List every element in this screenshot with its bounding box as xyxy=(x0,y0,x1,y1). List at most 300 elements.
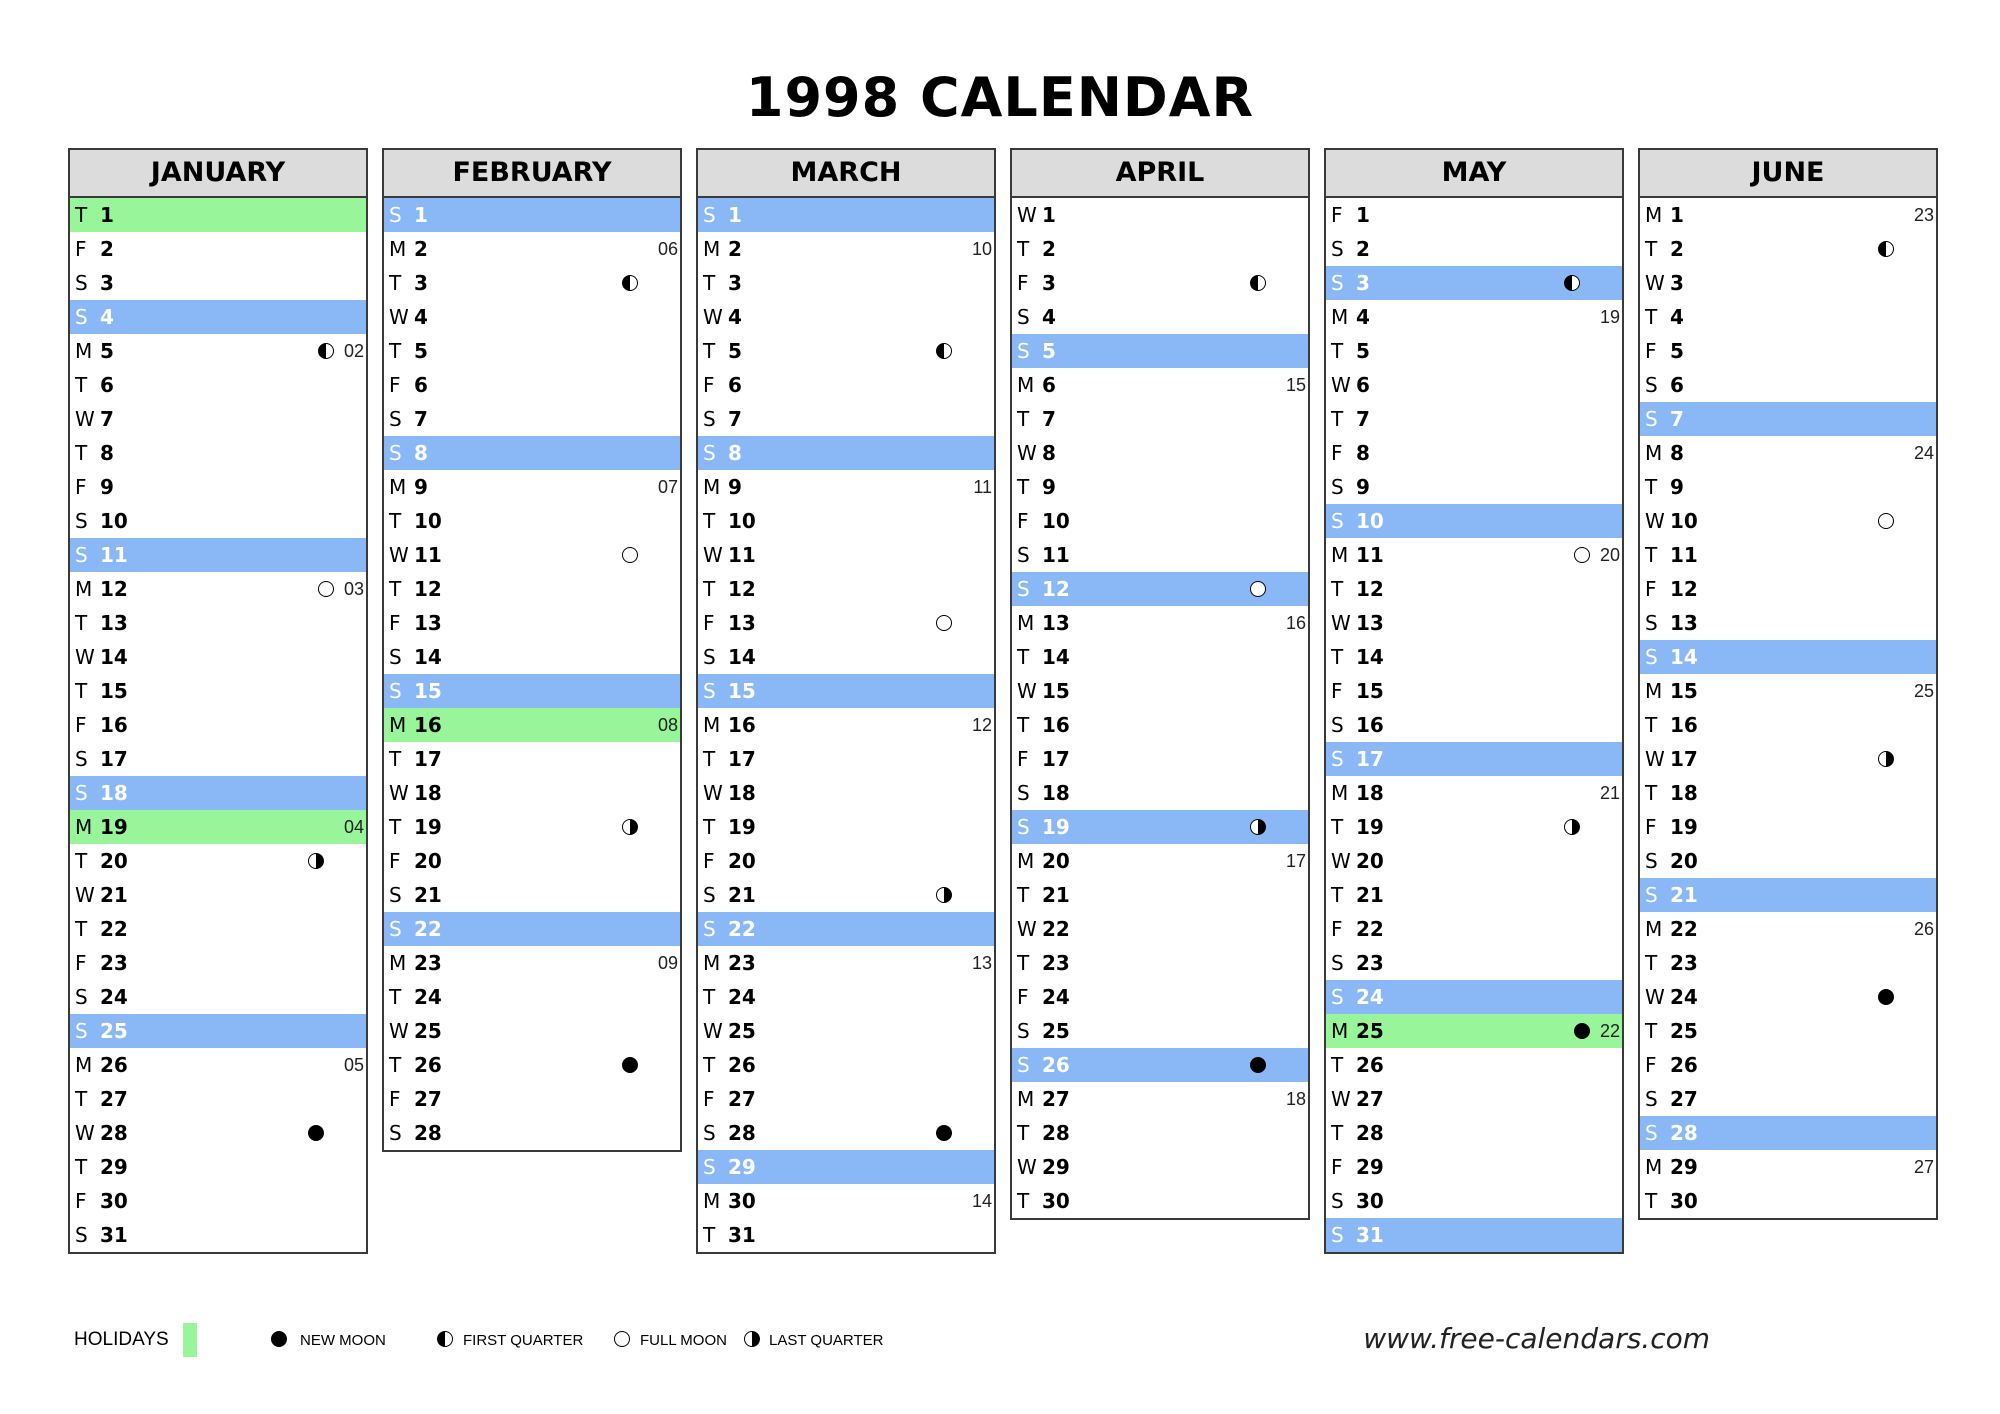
day-of-week: S xyxy=(1331,747,1344,771)
day-number: 7 xyxy=(1042,407,1056,431)
day-number: 21 xyxy=(1356,883,1384,907)
day-of-week: S xyxy=(1017,1053,1030,1077)
day-number: 14 xyxy=(1042,645,1070,669)
day-number: 21 xyxy=(1670,883,1698,907)
day-number: 31 xyxy=(728,1223,756,1247)
day-row xyxy=(70,402,366,436)
day-number: 14 xyxy=(414,645,442,669)
day-row xyxy=(1640,980,1936,1014)
day-of-week: S xyxy=(389,203,402,227)
day-of-week: F xyxy=(703,373,715,397)
day-number: 25 xyxy=(1356,1019,1384,1043)
day-number: 10 xyxy=(414,509,442,533)
day-number: 17 xyxy=(728,747,756,771)
day-row xyxy=(1326,334,1622,368)
full-moon-icon xyxy=(1574,547,1590,563)
day-row xyxy=(1326,844,1622,878)
day-of-week: M xyxy=(1017,373,1035,397)
day-of-week: S xyxy=(1645,883,1658,907)
day-number: 1 xyxy=(1670,203,1684,227)
day-number: 7 xyxy=(100,407,114,431)
new-moon-icon xyxy=(1878,989,1894,1005)
day-row xyxy=(384,810,680,844)
day-number: 24 xyxy=(1356,985,1384,1009)
day-row xyxy=(1326,912,1622,946)
day-number: 27 xyxy=(1042,1087,1070,1111)
day-of-week: M xyxy=(75,339,93,363)
day-number: 11 xyxy=(1356,543,1384,567)
day-number: 26 xyxy=(1356,1053,1384,1077)
day-row xyxy=(1326,1184,1622,1218)
day-row xyxy=(1640,334,1936,368)
day-number: 20 xyxy=(100,849,128,873)
legend-first-quarter-label: FIRST QUARTER xyxy=(463,1332,584,1349)
day-row xyxy=(70,334,366,368)
day-number: 10 xyxy=(1042,509,1070,533)
day-number: 23 xyxy=(1042,951,1070,975)
day-number: 9 xyxy=(414,475,428,499)
day-number: 12 xyxy=(1670,577,1698,601)
day-row xyxy=(698,674,994,708)
day-row xyxy=(1640,1014,1936,1048)
day-number: 9 xyxy=(100,475,114,499)
day-row xyxy=(384,232,680,266)
day-number: 28 xyxy=(100,1121,128,1145)
day-number: 19 xyxy=(1356,815,1384,839)
day-of-week: F xyxy=(1331,1155,1343,1179)
day-number: 6 xyxy=(1670,373,1684,397)
day-row xyxy=(1012,538,1308,572)
day-number: 5 xyxy=(414,339,428,363)
day-of-week: M xyxy=(389,475,407,499)
day-number: 14 xyxy=(1356,645,1384,669)
day-of-week: M xyxy=(703,237,721,261)
day-row xyxy=(698,1082,994,1116)
day-row xyxy=(1012,1048,1308,1082)
legend-last-quarter-label: LAST QUARTER xyxy=(769,1332,884,1349)
day-number: 12 xyxy=(100,577,128,601)
day-of-week: F xyxy=(389,1087,401,1111)
day-number: 14 xyxy=(100,645,128,669)
day-of-week: M xyxy=(389,237,407,261)
day-row xyxy=(698,1014,994,1048)
first-quarter-icon xyxy=(936,343,952,359)
week-number: 11 xyxy=(973,477,992,497)
day-row xyxy=(1640,674,1936,708)
day-row xyxy=(70,1014,366,1048)
day-number: 11 xyxy=(414,543,442,567)
day-number: 11 xyxy=(1670,543,1698,567)
day-of-week: F xyxy=(703,1087,715,1111)
day-number: 22 xyxy=(728,917,756,941)
day-of-week: W xyxy=(703,543,723,567)
day-row xyxy=(384,572,680,606)
day-row xyxy=(1326,742,1622,776)
day-row xyxy=(1640,742,1936,776)
day-number: 19 xyxy=(414,815,442,839)
week-number: 06 xyxy=(657,239,678,259)
day-row xyxy=(698,980,994,1014)
day-row xyxy=(698,300,994,334)
day-of-week: T xyxy=(1645,475,1658,499)
day-row xyxy=(698,878,994,912)
week-number: 03 xyxy=(343,579,364,599)
day-row xyxy=(1640,878,1936,912)
day-of-week: T xyxy=(1331,815,1344,839)
day-row xyxy=(698,232,994,266)
day-of-week: F xyxy=(1645,339,1657,363)
day-of-week: S xyxy=(703,679,716,703)
week-number: 20 xyxy=(1599,545,1620,565)
day-of-week: S xyxy=(1645,407,1658,431)
day-number: 31 xyxy=(1356,1223,1384,1247)
day-of-week: M xyxy=(703,951,721,975)
day-row xyxy=(1326,1116,1622,1150)
week-number: 19 xyxy=(1599,307,1620,327)
day-of-week: S xyxy=(1017,543,1030,567)
day-of-week: S xyxy=(1017,815,1030,839)
day-of-week: T xyxy=(1331,1053,1344,1077)
day-number: 2 xyxy=(414,237,428,261)
day-number: 15 xyxy=(1042,679,1070,703)
day-row xyxy=(384,1014,680,1048)
last-quarter-icon xyxy=(622,819,638,835)
day-of-week: S xyxy=(703,1155,716,1179)
day-of-week: T xyxy=(75,1087,88,1111)
day-row xyxy=(1326,1048,1622,1082)
day-number: 24 xyxy=(100,985,128,1009)
day-of-week: S xyxy=(703,407,716,431)
day-of-week: W xyxy=(75,645,95,669)
day-number: 24 xyxy=(1670,985,1698,1009)
day-of-week: W xyxy=(1017,1155,1037,1179)
day-number: 17 xyxy=(1670,747,1698,771)
day-row xyxy=(384,266,680,300)
day-number: 21 xyxy=(414,883,442,907)
week-number: 13 xyxy=(971,953,992,973)
day-row xyxy=(384,504,680,538)
day-number: 20 xyxy=(728,849,756,873)
day-of-week: T xyxy=(1017,475,1030,499)
day-row xyxy=(1640,1048,1936,1082)
day-row xyxy=(70,1218,366,1252)
day-row xyxy=(1326,266,1622,300)
day-of-week: S xyxy=(1331,237,1344,261)
day-row xyxy=(1326,198,1622,232)
day-of-week: F xyxy=(75,951,87,975)
day-row xyxy=(698,606,994,640)
day-of-week: F xyxy=(1331,441,1343,465)
day-row xyxy=(1640,504,1936,538)
day-number: 6 xyxy=(100,373,114,397)
day-number: 2 xyxy=(728,237,742,261)
day-number: 28 xyxy=(1042,1121,1070,1145)
full-moon-icon xyxy=(318,581,334,597)
day-of-week: F xyxy=(1331,203,1343,227)
day-row xyxy=(1326,300,1622,334)
day-number: 28 xyxy=(728,1121,756,1145)
day-row xyxy=(1640,1150,1936,1184)
day-number: 23 xyxy=(1356,951,1384,975)
day-row xyxy=(1012,946,1308,980)
day-row xyxy=(1326,946,1622,980)
day-number: 16 xyxy=(414,713,442,737)
day-number: 18 xyxy=(100,781,128,805)
day-number: 8 xyxy=(100,441,114,465)
day-number: 9 xyxy=(1670,475,1684,499)
full-moon-icon xyxy=(614,1331,630,1347)
day-of-week: T xyxy=(75,917,88,941)
day-of-week: T xyxy=(703,985,716,1009)
day-number: 14 xyxy=(1670,645,1698,669)
day-row xyxy=(1640,402,1936,436)
day-of-week: S xyxy=(389,441,402,465)
day-row xyxy=(698,402,994,436)
day-number: 5 xyxy=(728,339,742,363)
day-number: 28 xyxy=(1670,1121,1698,1145)
day-of-week: S xyxy=(75,509,88,533)
day-of-week: F xyxy=(1331,917,1343,941)
day-number: 14 xyxy=(728,645,756,669)
day-number: 1 xyxy=(100,203,114,227)
day-of-week: W xyxy=(1017,679,1037,703)
day-of-week: S xyxy=(1331,475,1344,499)
day-number: 19 xyxy=(1670,815,1698,839)
week-number: 09 xyxy=(657,953,678,973)
day-of-week: M xyxy=(1645,203,1663,227)
day-number: 22 xyxy=(100,917,128,941)
day-row xyxy=(698,198,994,232)
day-number: 13 xyxy=(1042,611,1070,635)
day-row xyxy=(698,946,994,980)
day-of-week: W xyxy=(1017,917,1037,941)
day-number: 27 xyxy=(100,1087,128,1111)
day-number: 17 xyxy=(1042,747,1070,771)
day-of-week: S xyxy=(1017,305,1030,329)
legend-holidays-label: HOLIDAYS xyxy=(74,1329,169,1350)
day-of-week: F xyxy=(1645,577,1657,601)
day-row xyxy=(70,776,366,810)
day-number: 8 xyxy=(1670,441,1684,465)
day-of-week: T xyxy=(703,815,716,839)
day-of-week: S xyxy=(1017,577,1030,601)
day-row xyxy=(1012,742,1308,776)
month-april xyxy=(1010,148,1310,1220)
day-of-week: T xyxy=(703,747,716,771)
day-row xyxy=(1640,470,1936,504)
day-number: 2 xyxy=(1042,237,1056,261)
week-number: 05 xyxy=(343,1055,364,1075)
day-row xyxy=(698,810,994,844)
day-number: 3 xyxy=(728,271,742,295)
day-row xyxy=(1640,368,1936,402)
day-row xyxy=(1640,300,1936,334)
day-of-week: W xyxy=(1645,271,1665,295)
day-of-week: M xyxy=(703,1189,721,1213)
day-number: 4 xyxy=(1356,305,1370,329)
day-number: 13 xyxy=(414,611,442,635)
day-of-week: M xyxy=(1645,679,1663,703)
day-number: 6 xyxy=(414,373,428,397)
day-of-week: T xyxy=(1331,645,1344,669)
day-of-week: M xyxy=(1645,1155,1663,1179)
day-number: 20 xyxy=(1042,849,1070,873)
day-row xyxy=(384,436,680,470)
day-number: 13 xyxy=(100,611,128,635)
day-row xyxy=(1012,1082,1308,1116)
day-row xyxy=(1640,640,1936,674)
week-number: 15 xyxy=(1285,375,1306,395)
day-row xyxy=(1326,674,1622,708)
week-number: 26 xyxy=(1913,919,1934,939)
day-of-week: T xyxy=(389,747,402,771)
week-number: 12 xyxy=(971,715,992,735)
week-number: 10 xyxy=(971,239,992,259)
week-number: 08 xyxy=(657,715,678,735)
day-of-week: W xyxy=(389,543,409,567)
day-number: 20 xyxy=(1356,849,1384,873)
new-moon-icon xyxy=(936,1125,952,1141)
day-number: 21 xyxy=(728,883,756,907)
first-quarter-icon xyxy=(318,343,334,359)
day-of-week: T xyxy=(75,373,88,397)
day-of-week: T xyxy=(1645,781,1658,805)
day-of-week: F xyxy=(389,373,401,397)
day-row xyxy=(698,436,994,470)
day-row xyxy=(698,572,994,606)
day-row xyxy=(384,674,680,708)
day-number: 22 xyxy=(1356,917,1384,941)
day-of-week: W xyxy=(703,305,723,329)
holiday-swatch xyxy=(183,1323,197,1357)
day-row xyxy=(1640,572,1936,606)
day-of-week: W xyxy=(1331,849,1351,873)
day-number: 15 xyxy=(100,679,128,703)
day-row xyxy=(698,708,994,742)
website-link[interactable]: www.free-calendars.com xyxy=(1363,1322,1710,1355)
day-row xyxy=(1012,810,1308,844)
day-row xyxy=(70,368,366,402)
week-number: 16 xyxy=(1285,613,1306,633)
day-row xyxy=(1012,266,1308,300)
day-number: 4 xyxy=(414,305,428,329)
day-row xyxy=(698,1048,994,1082)
day-of-week: T xyxy=(389,509,402,533)
day-of-week: F xyxy=(389,611,401,635)
day-row xyxy=(70,878,366,912)
day-row xyxy=(1012,232,1308,266)
week-number: 17 xyxy=(1285,851,1306,871)
day-number: 3 xyxy=(100,271,114,295)
day-row xyxy=(1326,1218,1622,1252)
day-of-week: W xyxy=(389,305,409,329)
day-number: 12 xyxy=(414,577,442,601)
week-number: 23 xyxy=(1913,205,1934,225)
day-row xyxy=(698,504,994,538)
day-number: 8 xyxy=(1042,441,1056,465)
day-of-week: S xyxy=(389,1121,402,1145)
day-of-week: T xyxy=(1645,237,1658,261)
day-row xyxy=(70,980,366,1014)
day-number: 13 xyxy=(1356,611,1384,635)
day-number: 29 xyxy=(100,1155,128,1179)
day-number: 9 xyxy=(1042,475,1056,499)
day-row xyxy=(1640,912,1936,946)
week-number: 14 xyxy=(971,1191,992,1211)
day-of-week: S xyxy=(389,645,402,669)
day-row xyxy=(1012,606,1308,640)
day-of-week: F xyxy=(75,1189,87,1213)
month-march xyxy=(696,148,996,1254)
day-of-week: T xyxy=(1645,951,1658,975)
day-of-week: S xyxy=(1645,611,1658,635)
day-row xyxy=(1012,776,1308,810)
week-number: 18 xyxy=(1285,1089,1306,1109)
day-row xyxy=(384,402,680,436)
day-number: 30 xyxy=(1356,1189,1384,1213)
day-number: 23 xyxy=(1670,951,1698,975)
day-number: 10 xyxy=(1356,509,1384,533)
day-row xyxy=(698,538,994,572)
day-number: 12 xyxy=(1042,577,1070,601)
day-of-week: F xyxy=(1331,679,1343,703)
new-moon-icon xyxy=(622,1057,638,1073)
day-of-week: T xyxy=(75,611,88,635)
day-of-week: S xyxy=(1331,271,1344,295)
day-number: 12 xyxy=(728,577,756,601)
legend-new-moon-label: NEW MOON xyxy=(300,1332,386,1349)
day-number: 16 xyxy=(1356,713,1384,737)
day-number: 23 xyxy=(100,951,128,975)
day-row xyxy=(70,844,366,878)
first-quarter-icon xyxy=(1250,275,1266,291)
full-moon-icon xyxy=(1250,581,1266,597)
day-number: 2 xyxy=(100,237,114,261)
day-of-week: T xyxy=(1017,1189,1030,1213)
month-header: APRIL xyxy=(1012,150,1308,198)
day-number: 12 xyxy=(1356,577,1384,601)
day-of-week: W xyxy=(1331,1087,1351,1111)
day-of-week: S xyxy=(75,305,88,329)
day-row xyxy=(698,266,994,300)
day-of-week: M xyxy=(1331,543,1349,567)
day-row xyxy=(70,1082,366,1116)
day-number: 3 xyxy=(1670,271,1684,295)
day-of-week: F xyxy=(1017,985,1029,1009)
new-moon-icon xyxy=(1574,1023,1590,1039)
day-row xyxy=(384,878,680,912)
day-number: 4 xyxy=(728,305,742,329)
day-of-week: W xyxy=(75,1121,95,1145)
day-number: 19 xyxy=(100,815,128,839)
day-of-week: F xyxy=(1017,509,1029,533)
day-number: 4 xyxy=(1670,305,1684,329)
day-row xyxy=(1640,266,1936,300)
day-row xyxy=(1640,232,1936,266)
day-number: 30 xyxy=(1670,1189,1698,1213)
last-quarter-icon xyxy=(936,887,952,903)
day-row xyxy=(70,742,366,776)
month-header: JUNE xyxy=(1640,150,1936,198)
day-of-week: S xyxy=(1331,985,1344,1009)
day-of-week: S xyxy=(703,441,716,465)
day-number: 1 xyxy=(1356,203,1370,227)
new-moon-icon xyxy=(308,1125,324,1141)
day-of-week: T xyxy=(389,815,402,839)
day-row xyxy=(1012,1150,1308,1184)
day-row xyxy=(1012,334,1308,368)
day-number: 24 xyxy=(1042,985,1070,1009)
